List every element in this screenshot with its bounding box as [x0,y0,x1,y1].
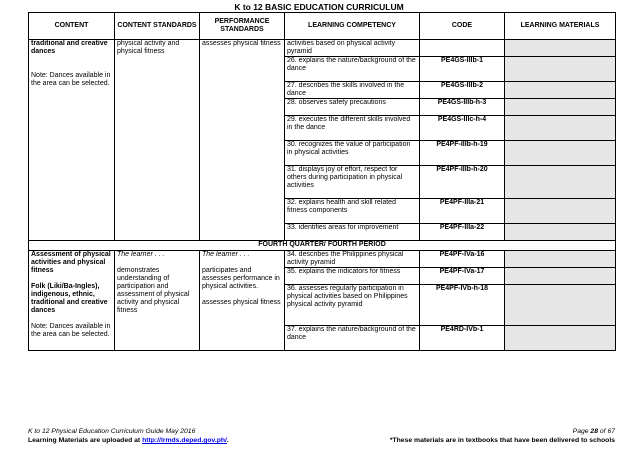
performance-standards-cell [200,251,285,351]
materials-cell [505,285,616,326]
performance-standards-text: participates and assesses performance in physical activities. [202,267,280,290]
footer-right [390,427,615,445]
quarter-label: FOURTH QUARTER/ FOURTH PERIOD [29,241,616,251]
table-row [29,40,616,57]
code-cell: PE4GS-IIIb-1 [420,57,505,82]
page-indicator: Page 28 of 67 [572,428,615,435]
materials-cell [505,251,616,268]
competency-cell: 36. assesses regularly participation in physical activities based on Philippines physical activity pyramid [285,285,420,326]
competency-cell: 28. observes safety precautions [285,99,420,116]
content-standards-cell: physical activity and physical fitness [115,40,200,241]
code-cell: PE4PF-IVb-h-18 [420,285,505,326]
competency-cell: activities based on physical activity pyramid [285,40,420,57]
header-content-standards: CONTENT STANDARDS [115,13,200,40]
content-note: Note: Dances available in the area can be selected. [31,72,111,87]
content-standards-cell [115,251,200,351]
document-title: K to 12 BASIC EDUCATION CURRICULUM [234,2,404,12]
lrmds-link[interactable]: http://lrmds.deped.gov.ph/ [142,437,227,444]
performance-standards-text: assesses physical fitness [202,299,281,306]
competency-cell: 27. describes the skills involved in the dance [285,82,420,99]
content-cell [29,251,115,351]
competency-cell: 31. displays joy of effort, respect for others during participation in physical activities [285,166,420,199]
materials-cell [505,82,616,99]
code-cell: PE4GS-IIIb-h-3 [420,99,505,116]
performance-standards-cell: assesses physical fitness [200,40,285,241]
materials-cell [505,199,616,224]
textbook-note: *These materials are in textbooks that have been delivered to schools [389,437,615,444]
materials-cell [505,268,616,285]
header-content: CONTENT [29,13,115,40]
header-code: CODE [420,13,505,40]
competency-cell: 29. executes the different skills involved in the dance [285,116,420,141]
guide-label: K to 12 Physical Education Curriculum Guide May 2016 [28,428,196,435]
quarter-row [29,241,616,251]
code-cell: PE4PF-IIIa-21 [420,199,505,224]
header-learning-competency: LEARNING COMPETENCY [285,13,420,40]
curriculum-table [28,12,616,351]
content-note: Note: Dances available in the area can be selected. [31,323,111,338]
code-cell: PE4PF-IIIb-h-19 [420,141,505,166]
content-title: traditional and creative dances [31,40,108,55]
learner-label: The learner . . . [202,251,250,258]
materials-cell [505,116,616,141]
competency-cell: 32. explains health and skill related fitness components [285,199,420,224]
code-cell: PE4PF-IVa-16 [420,251,505,268]
materials-cell [505,326,616,351]
materials-cell [505,99,616,116]
materials-cell [505,166,616,199]
learner-label: The learner . . . [117,251,165,258]
competency-cell: 37. explains the nature/background of the dance [285,326,420,351]
content-cell [29,40,115,241]
competency-cell: 30. recognizes the value of participation in physical activities [285,141,420,166]
table-header-row [29,13,616,40]
code-cell: PE4PF-IIIb-h-20 [420,166,505,199]
competency-cell: 35. explains the indicators for fitness [285,268,420,285]
header-performance-standards: PERFORMANCE STANDARDS [200,13,285,40]
materials-cell [505,57,616,82]
content-standards-text: demonstrates understanding of participation and assessment of physical activity and physical fitness [117,267,190,314]
code-cell: PE4GS-IIIc-h-4 [420,116,505,141]
content-subtitle: Folk (Liki/Ba-Ingles), indigenous, ethnic, traditional and creative dances [31,283,108,314]
competency-cell: 33. identifies areas for improvement [285,224,420,241]
content-title: Assessment of physical activities and physical fitness [31,251,111,274]
materials-cell [505,40,616,57]
competency-cell: 26. explains the nature/background of the dance [285,57,420,82]
code-cell: PE4RD-IVb-1 [420,326,505,351]
code-cell: PE4PF-IIIa-22 [420,224,505,241]
materials-cell [505,224,616,241]
upload-note: Learning Materials are uploaded at http://lrmds.deped.gov.ph/. [28,437,229,444]
competency-cell: 34. describes the Philippines physical activity pyramid [285,251,420,268]
footer-left [28,427,229,445]
header-learning-materials: LEARNING MATERIALS [505,13,616,40]
table-row [29,251,616,268]
code-cell: PE4GS-IIIb-2 [420,82,505,99]
code-cell: PE4PF-IVa-17 [420,268,505,285]
code-cell [420,40,505,57]
materials-cell [505,141,616,166]
